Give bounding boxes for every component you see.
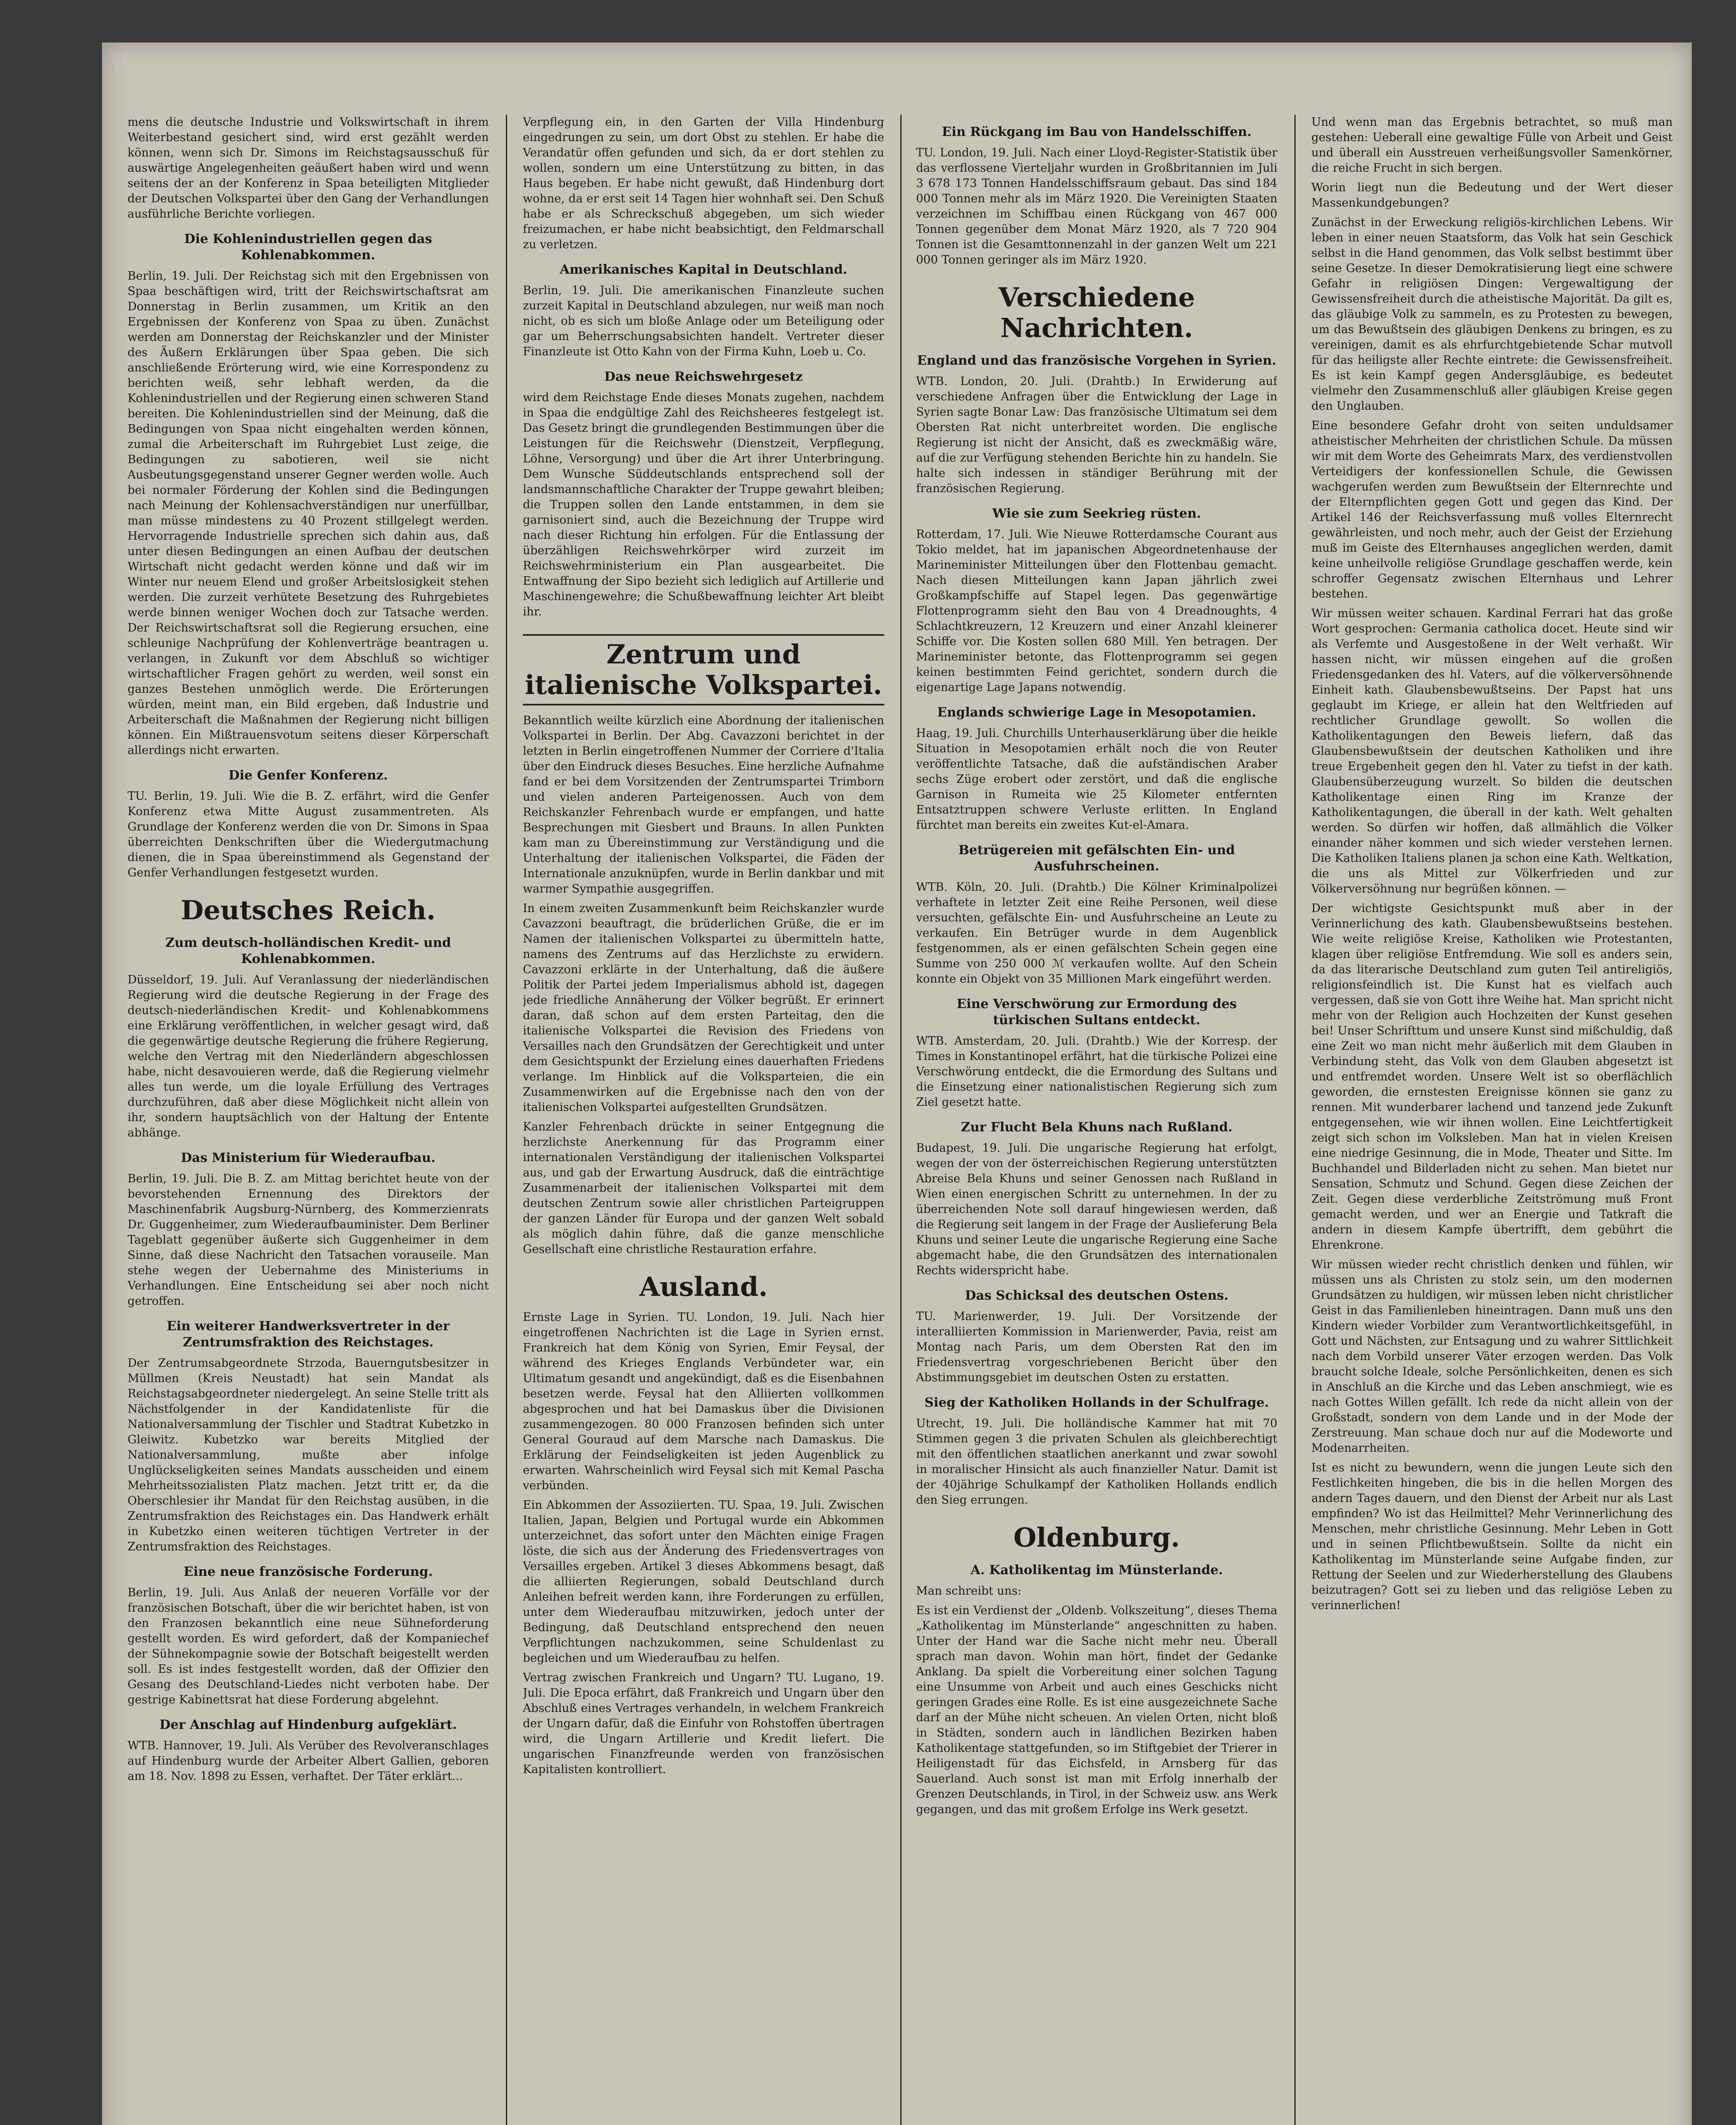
article-paragraph: Und wenn man das Ergebnis betrachtet, so muß man gestehen: Ueberall eine gewaltige Fülle von Arbeit und Geist und überall ein Ausstreuen verheißungsvoller Samenkörner, die reiche Frucht in sich bergen. [1311,116,1673,175]
article-paragraph: Zunächst in der Erweckung religiös-kirchlichen Lebens. Wir leben in einer neuen Staatsform, das Volk hat sein Geschick selbst in die Hand genommen, das Volk selbst bestimmt über seine Gesetze. In dieser Demokratisierung liegt eine schwere Gefahr in religiösen Dingen: Vergewaltigung der Gewissensfreiheit durch die atheistische Majorität. Da gilt es, das gläubige Volk zu sammeln, es zu Protesten zu bewegen, um das Bewußtsein des gläubigen Denkens zu bringen, es zu vereinigen, damit es als ehrfurchtgebietende Schar mutvoll für das heiligste aller Rechte eintrete: die Gewissensfreiheit. Es ist kein Kampf gegen Andersgläubige, es bedeutet vielmehr den Zusammenschluß aller gläubigen Kreise gegen den Unglauben. [1311,216,1673,413]
article-paragraph: Ernste Lage in Syrien. TU. London, 19. Juli. Nach hier eingetroffenen Nachrichten ist die Lage in Syrien ernst. Frankreich hat dem König von Syrien, Emir Feysal, der während des Krieges Englands Verbündeter war, ein Ultimatum gesandt und angekündigt, daß es die Eisenbahnen besetzen werde. Feysal hat den Alliierten vollkommen abgesprochen und hat bei Damaskus über die Divisionen zusammengezogen. 80 000 Franzosen befinden sich unter General Gouraud auf dem Marsche nach Damaskus. Die Erklärung der Feindseligkeiten ist jeden Augenblick zu erwarten. Wahrscheinlich wird Feysal sich mit Kemal Pascha verbünden. [523,1311,884,1492]
article-paragraph: WTB. London, 20. Juli. (Drahtb.) In Erwiderung auf verschiedene Anfragen über die Entwicklung der Lage in Syrien sagte Bonar Law: Das französische Ultimatum sei dem Obersten Rat nicht unterbreitet worden. Die englische Regierung ist nicht der Ansicht, daß es zweckmäßig wäre, auf die zur Verfügung stehenden Berichte hin zu handeln. Sie halte sich indessen in ständiger Berührung mit der französischen Regierung. [916,375,1277,495]
article-paragraph: Kanzler Fehrenbach drückte in seiner Entgegnung die herzlichste Anerkennung für das Programm einer internationalen Verständigung der italienischen Volkspartei aus, und gab der Erwartung Ausdruck, daß die einträchtige Zusammenarbeit der italienischen Volkspartei mit dem deutschen Zentrum sowie aller christlichen Parteigruppen der ganzen Länder für Europa und der ganzen Welt sobald als möglich dahin führe, daß die ganze menschliche Gesellschaft eine christliche Restauration erfahre. [523,1120,884,1256]
article-paragraph: Eine besondere Gefahr droht von seiten unduldsamer atheistischer Mehrheiten der christlichen Schule. Da müssen wir mit dem Worte des Geheimrats Marx, des verdienstvollen Verteidigers der konfessionellen Schule, die Gewissen wachgerufen werden zum Bewußtsein der Elternrechte und der Elternpflichten gegen Gott und gegen das Kind. Der Artikel 146 der Reichsverfassung muß volles Elternrecht gewährleisten, und noch mehr, auch der Geist der Erziehung muß im Geiste des Elternhauses angeglichen werden, damit keine unheilvolle religiöse Grundlage geschaffen werde, kein schroffer Gegensatz zwischen Elternhaus und Lehrer bestehen. [1311,419,1673,601]
article-paragraph: Haag, 19. Juli. Churchills Unterhauserklärung über die heikle Situation in Mesopotamien erhält noch die von Reuter veröffentlichte Tatsache, daß die aufständischen Araber sechs Züge erobert oder zerstört, und daß die englische Garnison in Rumeita wie 25 Kilometer entfernten Entsatztruppen schwere Verluste erlitten. In England fürchtet man bereits ein zweites Kut-el-Amara. [916,727,1277,832]
newspaper-page [102,42,1692,2125]
article-headline: Ein Rückgang im Bau von Handelsschiffen. [942,125,1252,139]
article-paragraph: Ein Abkommen der Assoziierten. TU. Spaa, 19. Juli. Zwischen Italien, Japan, Belgien und Portugal wurde ein Abkommen unterzeichnet, das sofort unter den Mächten einige Fragen löste, die sich aus der Änderung des Friedensvertrages von Versailles ergeben. Artikel 3 dieses Abkommens besagt, daß die alliierten Regierungen, sobald Deutschland durch Anleihen befreit werden kann, ihre Forderungen zu erfüllen, unter dem Wiederaufbau mitzuwirken, jedoch unter der Bedingung, daß Deutschland entsprechend den neuen Verpflichtungen nachzukommen, seine Schuldenlast zu begleichen und um Wiederaufbau zu helfen. [523,1499,884,1665]
section-heading: Ausland. [639,1271,768,1302]
article-paragraph: Verpflegung ein, in den Garten der Villa Hindenburg eingedrungen zu sein, um dort Obst zu stehlen. Er habe die Verandatür offen gefunden und sich, da er dort stehlen zu wollen, sondern um eine Unterstützung zu bitten, in das Haus begeben. Er habe nicht gewußt, daß Hindenburg dort wohne, da er erst seit 14 Tagen hier wohnhaft sei. Den Schuß habe er als Schreckschuß abgegeben, um sich wieder freizumachen, er habe nicht beabsichtigt, den Feldmarschall zu verletzen. [523,116,884,251]
column-4 [1311,115,1673,2125]
article-paragraph: Düsseldorf, 19. Juli. Auf Veranlassung der niederländischen Regierung wird die deutsche Regierung in der Frage des deutsch-niederländischen Kredit- und Kohlenabkommens eine Erklärung veröffentlichen, in welcher gesagt wird, daß die gegenwärtige deutsche Regierung die frühere Regierung, welche den Vertrag mit den Niederländern abgeschlossen habe, nicht desavouieren werde, daß die Regierung vielmehr alles tun werde, um die loyale Erfüllung des Vertrages durchzuführen, daß aber diese Möglichkeit nicht allein von ihr, sondern hauptsächlich von der Haltung der Entente abhänge. [128,973,489,1139]
article-paragraph: Wir müssen wieder recht christlich denken und fühlen, wir müssen uns als Christen zu stolz sein, um den modernen Grundsätzen zu huldigen, wir müssen leben nicht christlicher Geist in das Familienleben hineintragen. Dann muß uns den Kindern wieder Vorbilder zum Verantwortlichkeitsgefühl, in Gott und Nächsten, zur Entsagung und zu wahrer Sittlichkeit nach dem Vorbild unserer Väter erzogen werden. Das Volk braucht solche Ideale, solche Persönlichkeiten, denen es sich in Anschluß an die Kirche und das Leben anschmiegt, wie es nach Gottes Willen gefällt. Ich rede da nicht allein von der Großstadt, sondern von dem Lande und in der Mode der Zerstreuung. Man schaue doch nur auf die Modeworte und Modenarrheiten. [1311,1258,1673,1455]
article-paragraph: Berlin, 19. Juli. Aus Anlaß der neueren Vorfälle vor der französischen Botschaft, über die wir berichtet haben, ist von den Franzosen bekanntlich eine neue Sühneforderung gestellt worden. Es wird gefordert, daß der Kompaniechef der Sühnekompagnie sowie der Botschaft beigestellt werden soll. Es ist indes festgestellt worden, daß der Offizier den Gesang des Deutschland-Liedes nicht verboten habe. Der gestrige Kabinettsrat hat diese Forderung abgelehnt. [128,1586,489,1706]
article-paragraph: Der wichtigste Gesichtspunkt muß aber in der Verinnerlichung des kath. Glaubensbewußtseins bestehen. Wie weite religiöse Kreise, Katholiken wie Protestanten, klagen über religiöse Entfremdung. Wie soll es anders sein, da das literarische Deutschland zum guten Teil antireligiös, religionsfeindlich ist. Die Kunst hat es vielfach auch vergessen, daß sie von Gott ihre Weihe hat. Man spricht nicht mehr von der Religion auch Hochzeiten der Kunst gesehen bei! Unser Schrifttum und unsere Kunst sind mißchuldig, daß eine Zeit wo man nicht mehr äußerlich mit dem Glauben in Verbindung steht, das Volk von dem Glauben abgesetzt ist und entfremdet worden. Unsere Welt ist so oberflächlich geworden, die ernstesten Ereignisse können sie ganz zu rennen. Mit wunderbarer lachend und tanzend jede Zukunft entgegensehen, wie wir ihnen wollen. Eine Leichtfertigkeit zeigt sich schon im Volksleben. Man hat in vielen Kreisen eine niedrige Gesinnung, die in Mode, Theater und Sitte. Im Buchhandel und Bilderladen nicht zu sehen. Man bietet nur Sensation, Schmutz und Schund. Gegen diese Zeichen der Zeit. Gegen diese verderbliche Zeitströmung muß Front gemacht werden, und wer an Energie und Tatkraft die andern in diesem Kampfe übertrifft, dem gebührt die Ehrenkrone. [1311,902,1673,1252]
column-3 [916,115,1277,2125]
section-heading: Verschiedene Nachrichten. [998,282,1195,343]
article-paragraph: Vertrag zwischen Frankreich und Ungarn? TU. Lugano, 19. Juli. Die Epoca erfährt, daß Frankreich und Ungarn über den Abschluß eines Vertrages verhandeln, in welchem Frankreich der Ungarn dafür, daß die Einfuhr von Rohstoffen übertragen wird, die Ungarn Artillerie und Kredit liefert. Die ungarischen Finanzfreunde werden von französischen Kapitalisten kontrolliert. [523,1671,884,1776]
article-paragraph: WTB. Amsterdam, 20. Juli. (Drahtb.) Wie der Korresp. der Times in Konstantinopel erfährt, hat die türkische Polizei eine Verschwörung entdeckt, die die Ermordung des Sultans und die Einsetzung einer nationalistischen Regierung sich zum Ziel gesetzt hatte. [916,1034,1277,1109]
column-rule [900,115,902,2125]
article-paragraph: Budapest, 19. Juli. Die ungarische Regierung hat erfolgt, wegen der von der österreichischen Regierung unterstützten Abreise Bela Khuns und seiner Genossen nach Rußland in Wien einen energischen Schritt zu unternehmen. In der zu überreichenden Note soll darauf hingewiesen werden, daß die Regierung seit langem in der Frage der Auslieferung Bela Khuns und seiner Leute die ungarische Regierung eine Sache abgemacht habe, die den Grundsätzen des internationalen Rechts widerspricht habe. [916,1142,1277,1277]
article-paragraph: Utrecht, 19. Juli. Die holländische Kammer hat mit 70 Stimmen gegen 3 die privaten Schulen als gleichberechtigt mit den öffentlichen staatlichen anerkannt und zwar sowohl in moralischer Hinsicht als auch finanzieller Natur. Damit ist der 40jährige Schulkampf der Katholiken Hollands endlich den Sieg errungen. [916,1417,1277,1507]
article-paragraph: WTB. Köln, 20. Juli. (Drahtb.) Die Kölner Kriminalpolizei verhaftete in letzter Zeit eine Reihe Personen, weil diese versuchten, gefälschte Ein- und Ausfuhrscheine an Leute zu verkaufen. Ein Betrüger wurde in dem Augenblick festgenommen, als er einen gefälschten Schein gegen eine Summe von 250 000 ℳ verkaufen wollte. Auf den Schein konnte ein Objekt von 35 Millionen Mark eingeführt werden. [916,881,1277,986]
column-1 [128,115,489,2125]
article-paragraph: Berlin, 19. Juli. Die amerikanischen Finanzleute suchen zurzeit Kapital in Deutschland abzulegen, nur weiß man noch nicht, ob es sich um bloße Anlage oder um Beteiligung oder gar um Beherrschungsabsichten handelt. Vertreter dieser Finanzleute ist Otto Kahn von der Firma Kuhn, Loeb u. Co. [523,284,884,358]
article-headline: Der Anschlag auf Hindenburg aufgeklärt. [159,1717,457,1732]
article-headline: Amerikanisches Kapital in Deutschland. [559,262,848,277]
article-headline: Englands schwierige Lage in Mesopotamien. [937,705,1257,720]
article-paragraph: mens die deutsche Industrie und Volkswirtschaft in ihrem Weiterbestand gesichert sind, wird erst gezählt werden können, wenn sich Dr. Simons im Reichstagsausschuß für auswärtige Angelegenheiten geäußert haben wird und wenn seitens der an der Konferenz in Spaa beteiligten Mitglieder der Deutschen Volkspartei über den Gang der Verhandlungen ausführliche Berichte vorliegen. [128,116,489,221]
article-paragraph: TU. Berlin, 19. Juli. Wie die B. Z. erfährt, wird die Genfer Konferenz etwa Mitte August zusammentreten. Als Grundlage der Konferenz werden die von Dr. Simons in Spaa überreichten Denkschriften über die Wiedergutmachung dienen, die in Spaa übereinstimmend als Gegenstand der Genfer Verhandlungen festgesetzt wurden. [128,790,489,879]
article-paragraph: WTB. Hannover, 19. Juli. Als Verüber des Revolveranschlages auf Hindenburg wurde der Arbeiter Albert Gallien, geboren am 18. Nov. 1898 zu Essen, verhaftet. Der Täter erklärt... [128,1739,489,1783]
column-rule [506,115,507,2125]
section-heading: Deutsches Reich. [181,895,436,926]
article-headline: Das Schicksal des deutschen Ostens. [965,1288,1228,1303]
article-paragraph: Rotterdam, 17. Juli. Wie Nieuwe Rotterdamsche Courant aus Tokio meldet, hat im japanischen Abgeordnetenhause der Marineminister Mitteilungen über den Flottenbau gemacht. Nach diesen Mitteilungen kann Japan jährlich zwei Großkampfschiffe auf Stapel legen. Das gegenwärtige Flottenprogramm sieht den Bau von 4 Dreadnoughts, 4 Schlachtkreuzern, 12 Kreuzern und einer Anzahl kleinerer Schiffe vor. Die Kosten sollen 680 Mill. Yen betragen. Der Marineminister betonte, das Flottenprogramm sei gegen keinen bestimmten Feind gerichtet, sondern durch die eigenartige Lage Japans notwendig. [916,528,1277,694]
article-headline: Betrügereien mit gefälschten Ein- und Ausfuhrscheinen. [958,843,1235,874]
article-paragraph: Ist es nicht zu bewundern, wenn die jungen Leute sich den Festlichkeiten hingeben, die bis in die hellen Morgen des andern Tages dauern, und den Dienst der Arbeit nur als Last empfinden? Wo ist das Heilmittel? Mehr Verinnerlichung des Menschen, mehr christliche Gesinnung. Mehr Leben in Gott und in seinen Pflichtbewußtsein. Sollte da nicht ein Katholikentag im Münsterlande seine Aufgabe finden, zur Rettung der Seelen und zur Wiederherstellung des Glaubens beizutragen? Gott sei zu lieben und das religiöse Leben zu verinnerlichen! [1311,1461,1673,1612]
article-paragraph: Berlin, 19. Juli. Der Reichstag sich mit den Ergebnissen von Spaa beschäftigen wird, tritt der Reichswirtschaftsrat am Donnerstag in Berlin zusammen, um Kritik an den Ergebnissen der Konferenz von Spaa zu üben. Zunächst werden am Donnerstag der Reichskanzler und der Minister des Äußern Erklärungen über Spaa geben. Die sich anschließende Erörterung wird, wie eine Korrespondenz zu berichten weiß, sehr lebhaft werden, da die Kohlenindustriellen und der Regierung einen schweren Stand bereiten. Die Kohlenindustriellen sind der Meinung, daß die Bedingungen von Spaa nicht eingehalten werden können, zumal die Arbeiterschaft im Ruhrgebiet Lust zeige, die Bedingungen zu sabotieren, weil sie nicht Ausbeutungsgegenstand unserer Gegner werden wolle. Auch bei normaler Förderung der Kohlen sind die Bedingungen nach Meinung der Kohlensachverständigen nur unerfüllbar, man müsse mindestens zu 40 Prozent stillgelegt werden. Hervorragende Industrielle sprechen sich dahin aus, daß unter diesen Bedingungen an einen Aufbau der deutschen Wirtschaft nicht gedacht werden könne und daß wir im Winter nur neuem Elend und großer Arbeitslosigkeit stehen werden. Die zurzeit verhütete Besetzung des Ruhrgebietes werde binnen weniger Wochen doch zur Tatsache werden. Der Reichswirtschaftsrat soll die Regierung ersuchen, eine schleunige Nachprüfung der Kohlenverträge beantragen u. verlangen, in Zukunft vor dem Abschluß so wichtiger wirtschaftlicher Fragen gehört zu werden, weil sonst ein ganzes Bestehen unmöglich werde. Die Erörterungen würden, meint man, ein Bild ergeben, daß Industrie und Arbeiterschaft die Maßnahmen der Regierung nicht billigen können. Ein Mißtrauensvotum seitens dieser Körperschaft allerdings nicht erwarten. [128,269,489,757]
article-paragraph: Berlin, 19. Juli. Die B. Z. am Mittag berichtet heute von der bevorstehenden Ernennung des Direktors der Maschinenfabrik Augsburg-Nürnberg, des Kommerzienrats Dr. Guggenheimer, zum Wiederaufbauminister. Dem Berliner Tageblatt gegenüber äußerte sich Guggenheimer in dem Sinne, daß diese Nachricht den Tatsachen vorauseile. Man stehe wegen der Uebernahme des Ministeriums in Verhandlungen. Eine Entscheidung sei aber noch nicht getroffen. [128,1172,489,1308]
article-headline: Die Genfer Konferenz. [228,768,388,783]
article-paragraph: Worin liegt nun die Bedeutung und der Wert dieser Massenkundgebungen? [1311,181,1673,210]
article-headline: Zur Flucht Bela Khuns nach Rußland. [961,1120,1233,1135]
article-headline: Sieg der Katholiken Hollands in der Schulfrage. [924,1395,1269,1410]
article-paragraph: Bekanntlich weilte kürzlich eine Abordnung der italienischen Volkspartei in Berlin. Der Abg. Cavazzoni berichtet in der letzten in Berlin eingetroffenen Nummer der Corriere d'Italia über den Eindruck dieses Besuches. Eine herzliche Aufnahme fand er bei dem Vorsitzenden der Zentrumspartei Trimborn und vielen anderen Parteigenossen. Auch von dem Reichskanzler Fehrenbach wurde er empfangen, und hatte Besprechungen mit Giesbert und Brauns. In allen Punkten kam man zu Übereinstimmung zur Verständigung und die Unterhaltung der italienischen Volkspartei, die Fäden der Internationale anzuknüpfen, wurde in Berlin dankbar und mit warmer Sympathie ausgegriffen. [523,714,884,895]
article-headline: Ein weiterer Handwerksvertreter in der Zentrumsfraktion des Reichstages. [167,1319,450,1350]
article-paragraph: TU. London, 19. Juli. Nach einer Lloyd-Register-Statistik über das verflossene Vierteljahr wurden in Großbritannien im Juli 3 678 173 Tonnen Handelsschiffsraum gebaut. Das sind 184 000 Tonnen mehr als im März 1920. Die Vereinigten Staaten verzeichnen im Schiffbau einen Rückgang von 467 000 Tonnen gegenüber dem Monat März 1920, als 7 720 904 Tonnen ist die Gesamttonnenzahl in der ganzen Welt um 221 000 Tonnen geringer als im März 1920. [916,146,1277,266]
article-paragraph: TU. Marienwerder, 19. Juli. Der Vorsitzende der interalliierten Kommission in Marienwerder, Pavia, reist am Montag nach Paris, um dem Obersten Rat den im Friedensvertrag vorgeschriebenen Bericht über den Abstimmungsgebiet im deutschen Osten zu erstatten. [916,1310,1277,1384]
article-paragraph: Wir müssen weiter schauen. Kardinal Ferrari hat das große Wort gesprochen: Germania catholica docet. Heute sind wir als Verfemte und Ausgestoßene in der Welt verhaßt. Wir hassen nicht, wir müssen eingehen auf die großen Friedensgedanken des hl. Vaters, auf die völkerversöhnende Einheit kath. Glaubensbewußtseins. Der Papst hat uns geglaubt im Kriege, er allein hat den Weltfrieden auf rechtlicher Grundlage gewollt. So wollen die Katholikentagungen den Beweis liefern, daß das Glaubensbewußtsein der deutschen Katholiken und ihre treue Ergebenheit gegen den hl. Vater zu tiefst in der kath. Glaubensüberzeugung wurzelt. So bilden die deutschen Katholikentage einen Ring im Kranze der Katholikentagungen, die überall in der kath. Welt gehalten werden. So dürfen wir hoffen, daß allmählich die Völker einander näher kommen und sich wieder verstehen lernen. Die Katholiken Italiens planen ja schon eine Kath. Weltkation, die uns als Mittel zur Völkerfrieden und zur Völkerversöhnung nur begrüßen können. — [1311,607,1673,895]
article-headline: Eine neue französische Forderung. [183,1564,433,1579]
article-paragraph: Der Zentrumsabgeordnete Strzoda, Bauerngutsbesitzer in Müllmen (Kreis Neustadt) hat sein Mandat als Reichstagsabgeordneter niedergelegt. An seine Stelle tritt als Nächstfolgender in der Kandidatenliste für die Nationalversammlung der Tischler und Stadtrat Kubetzko in Gleiwitz. Kubetzko war bereits Mitglied der Nationalversammlung, mußte aber infolge Unglückseligkeiten seines Mandats ausscheiden und einem Mehrheitssozialisten Platz machen. Jetzt tritt er, da die Oberschlesier ihr Mandat für den Reichstag ausüben, in die Zentrumsfraktion des Reichstages ein. Das Handwerk erhält in Kubetzko einen weiteren tüchtigen Vertreter in der Zentrumsfraktion des Reichstages. [128,1357,489,1553]
article-headline: Das neue Reichswehrgesetz [604,369,803,384]
article-headline: A. Katholikentag im Münsterlande. [970,1563,1223,1578]
article-headline: Die Kohlenindustriellen gegen das Kohlenabkommen. [184,232,432,263]
article-paragraph: Es ist ein Verdienst der „Oldenb. Volkszeitung“, dieses Thema „Katholikentag im Münsterlande“ angeschnitten zu haben. Unter der Hand war die Sache nicht mehr neu. Überall sprach man davon. Wohin man hört, findet der Gedanke Anklang. Da spielt die Vorbereitung einer solchen Tagung eine Unsumme von Arbeit und auch eines Geschicks nicht geringen Grades eine Rolle. Es ist eine ausgezeichnete Sache darf an der Mühe nicht scheuen. An vielen Orten, nicht bloß in Städten, sondern auch in ländlichen Bezirken haben Katholikentage stattgefunden, so im Stiftgebiet der Trierer in Heiligenstadt für das Eichsfeld, in Arnsberg für das Sauerland. Auch sonst ist man mit Erfolg innerhalb der Grenzen Deutschlands, in Tirol, in der Schweiz usw. ans Werk gegangen, und das mit großem Erfolge ins Werk gesetzt. [916,1604,1277,1816]
article-headline: Eine Verschwörung zur Ermordung des türkischen Sultans entdeckt. [956,997,1237,1028]
article-paragraph: In einem zweiten Zusammenkunft beim Reichskanzler wurde Cavazzoni beauftragt, die brüderlichen Grüße, die er im Namen der italienischen Volkspartei zu übermitteln hatte, namens des Zentrums auf das Herzlichste zu erwidern. Cavazzoni erklärte in der Unterhaltung, daß die äußere Politik der Partei jedem Imperialismus abhold ist, dagegen jede friedliche Annäherung der Völker begrüßt. Er erinnert daran, daß schon auf dem ersten Parteitag, den die italienische Volkspartei die Revision des Friedens von Versailles nach den Grundsätzen der Gerechtigkeit und unter dem Gesichtspunkt der Erzielung eines dauerhaften Friedens verlange. Im Hinblick auf die Volksparteien, die ein Zusammenwirken auf die Ergebnisse nach den von der italienischen Volkspartei aufgestellten Grundsätzen. [523,902,884,1114]
article-paragraph: Man schreibt uns: [916,1584,1022,1598]
section-heading: Zentrum und italienische Volkspartei. [523,634,884,706]
article-headline: Zum deutsch-holländischen Kredit- und Kohlenabkommen. [165,935,451,966]
section-heading: Oldenburg. [1013,1522,1180,1553]
article-paragraph: wird dem Reichstage Ende dieses Monats zugehen, nachdem in Spaa die endgültige Zahl des Reichsheeres festgelegt ist. Das Gesetz bringt die grundlegenden Bestimmungen über die Leistungen für die Reichswehr (Dienstzeit, Verpflegung, Löhne, Versorgung) und über die Art ihrer Unterbringung. Dem Wunsche Süddeutschlands entsprechend soll der landsmannschaftliche Charakter der Truppe gewahrt bleiben; die Truppen sollen den Lande entstammen, in dem sie garnisoniert sind, auch die Bezeichnung der Truppe wird nach dieser Richtung hin erfolgen. Für die Entlassung der überzähligen Reichswehrkörper wird zurzeit im Reichswehrministerium ein Plan ausgearbeitet. Die Entwaffnung der Sipo bezieht sich lediglich auf Artillerie und Maschinengewehre; die Schußbewaffnung leichter Art bleibt ihr. [523,391,884,618]
article-headline: Wie sie zum Seekrieg rüsten. [992,506,1201,521]
article-headline: England und das französische Vorgehen in Syrien. [917,353,1276,368]
column-rule [1294,115,1296,2125]
column-2 [523,115,884,2125]
article-headline: Das Ministerium für Wiederaufbau. [181,1150,436,1165]
